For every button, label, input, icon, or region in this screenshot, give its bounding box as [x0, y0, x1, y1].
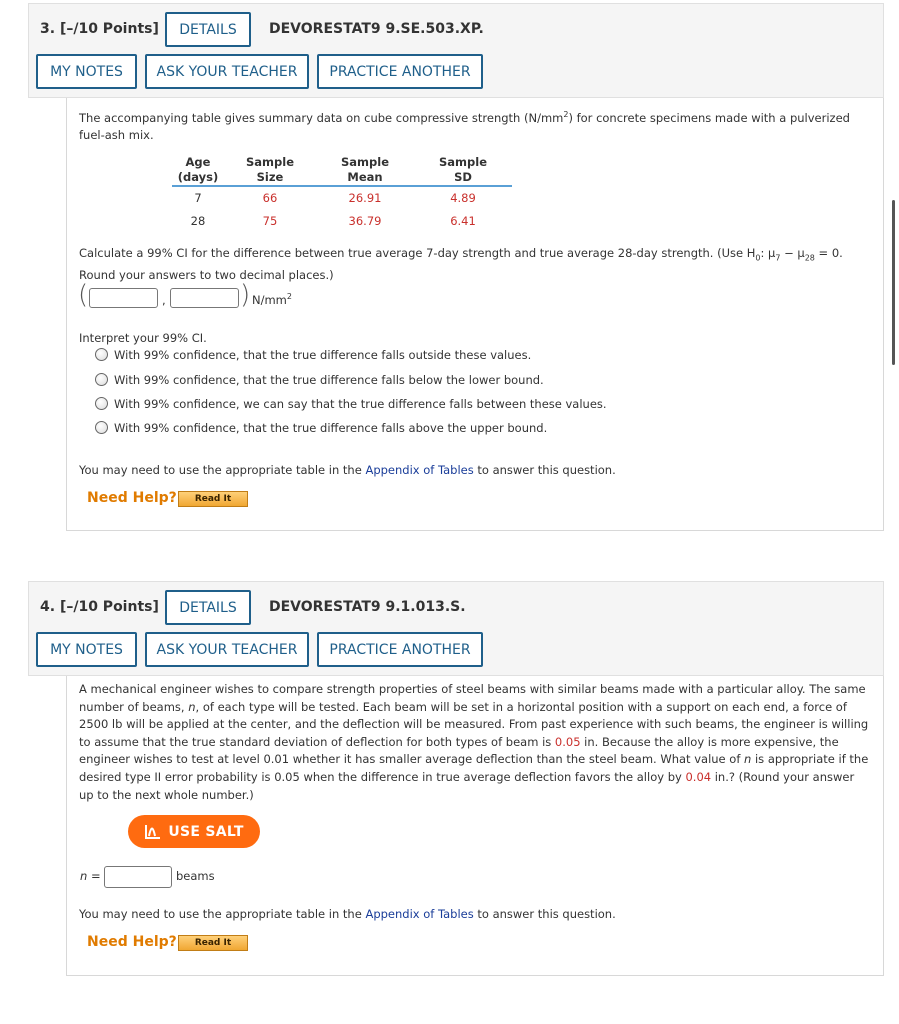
q3-intro-b: ) for concrete specimens made with a pulverized — [568, 110, 850, 125]
q4-l3: 2500 lb will be applied at the center, and the deflection will be measured. From past experience with such beams, the engineer is willing — [79, 717, 869, 732]
q3-practice-another-button[interactable]: PRACTICE ANOTHER — [317, 54, 483, 89]
q4-appendix-b: to answer this question. — [473, 907, 616, 921]
q3-calc-sub7: 7 — [775, 253, 781, 263]
q3-calc-b: : μ — [760, 246, 776, 260]
q4-question-code: DEVORESTAT9 9.1.013.S. — [269, 599, 466, 615]
q3-read-it-button[interactable]: Read It — [178, 491, 248, 507]
q3-open-paren: ( — [78, 280, 89, 310]
col-mean-1: Sample — [341, 155, 389, 169]
q4-appendix-link[interactable]: Appendix of Tables — [365, 907, 474, 921]
q3-calc-d: = 0. — [814, 246, 843, 260]
q3-calculate-instructions — [79, 245, 879, 284]
cell-age: 7 — [194, 191, 202, 205]
col-sd-1: Sample — [439, 155, 487, 169]
q3-intro-sup: 2 — [563, 110, 569, 119]
q3-close-paren: ) — [240, 280, 251, 310]
cell-age: 28 — [190, 214, 206, 228]
q3-intro-a: The accompanying table gives summary data on cube compressive strength (N/mm — [79, 110, 564, 125]
q3-intro-line2: fuel-ash mix. — [79, 128, 154, 143]
q3-interpret-label: Interpret your 99% CI. — [79, 331, 207, 345]
q3-my-notes-button[interactable]: MY NOTES — [36, 54, 137, 89]
q3-ci-upper-input[interactable] — [170, 288, 239, 308]
q3-number-text: 3. — [40, 21, 56, 37]
q3-ci-comma: , — [162, 293, 166, 307]
cell-sd: 4.89 — [450, 191, 476, 205]
q3-intro — [79, 106, 869, 145]
q3-appendix-a: You may need to use the appropriate table in the — [79, 463, 366, 477]
q4-l1: A mechanical engineer wishes to compare strength properties of steel beams with similar beams made with a particular alloy. The same — [79, 682, 866, 696]
table-row — [172, 210, 512, 233]
col-sd — [414, 155, 512, 186]
q4-read-it-button[interactable]: Read It — [178, 935, 248, 951]
q3-number — [40, 21, 159, 37]
col-size-1: Sample — [246, 155, 294, 169]
q3-calc-a: Calculate a 99% CI for the difference between true average 7-day strength and true average 28-day strength. (Use H — [79, 246, 756, 260]
q4-my-notes-button[interactable]: MY NOTES — [36, 632, 137, 667]
col-size-2: Size — [256, 170, 284, 184]
scrollbar-thumb[interactable] — [892, 200, 895, 365]
q3-option-3-label[interactable]: With 99% confidence, we can say that the true difference falls between these values. — [114, 397, 607, 411]
q4-number-text: 4. — [40, 599, 56, 615]
q4-l5n: n — [744, 752, 752, 767]
q3-appendix-link[interactable]: Appendix of Tables — [365, 463, 474, 477]
q3-question-code: DEVORESTAT9 9.SE.503.XP. — [269, 21, 484, 37]
q3-option-2-radio[interactable] — [95, 373, 108, 386]
cell-sd: 6.41 — [450, 214, 476, 228]
q4-l2a: number of beams, — [79, 699, 189, 714]
q4-l6v: 0.04 — [685, 769, 712, 784]
col-mean — [316, 155, 414, 186]
q4-details-button[interactable]: DETAILS — [165, 590, 251, 625]
q4-l2n: n — [188, 699, 196, 714]
q4-problem-text — [79, 681, 879, 804]
q3-option-4-label[interactable]: With 99% confidence, that the true difference falls above the upper bound. — [114, 421, 548, 435]
q3-appendix-note — [79, 462, 616, 480]
q3-calc-sub28: 28 — [804, 253, 815, 263]
q4-number — [40, 599, 159, 615]
q3-option-4-radio[interactable] — [95, 421, 108, 434]
q3-appendix-b: to answer this question. — [473, 463, 616, 477]
q4-l7: up to the next whole number.) — [79, 787, 254, 802]
table-row — [172, 186, 512, 210]
q3-points: [–/10 Points] — [59, 21, 159, 37]
q4-l2b: , of each type will be tested. Each beam will be set in a horizontal position with a support on each end, a force of — [195, 699, 847, 714]
q4-l5a: engineer wishes to test at level 0.01 whether it has smaller average deflection than the steel beam. What value of — [79, 752, 745, 767]
q4-appendix-a: You may need to use the appropriate table in the — [79, 907, 366, 921]
cell-mean: 36.79 — [348, 214, 382, 228]
cell-size: 66 — [262, 191, 278, 205]
q3-ci-unit — [252, 288, 292, 309]
col-size — [224, 155, 316, 186]
q3-details-button[interactable]: DETAILS — [165, 12, 251, 47]
q3-option-1-radio[interactable] — [95, 348, 108, 361]
cell-mean: 26.91 — [348, 191, 382, 205]
q4-l4b: in. Because the alloy is more expensive, the — [580, 734, 839, 749]
q3-calc-sub0: 0 — [755, 253, 761, 263]
q3-calc-line2: Round your answers to two decimal places.) — [79, 267, 334, 282]
q4-appendix-note — [79, 906, 616, 924]
q4-beams-unit: beams — [176, 869, 215, 883]
col-age — [172, 155, 224, 186]
cell-size: 75 — [262, 214, 278, 228]
q4-l6b: in.? (Round your answer — [711, 769, 855, 784]
q3-option-1-label[interactable]: With 99% confidence, that the true difference falls outside these values. — [114, 348, 532, 362]
col-age-1: Age — [185, 155, 211, 169]
q4-n-var: n — [80, 869, 88, 883]
q3-unit-text: N/mm — [252, 292, 287, 307]
col-age-2: (days) — [177, 170, 219, 184]
q4-ask-teacher-button[interactable]: ASK YOUR TEACHER — [145, 632, 309, 667]
q3-need-help: Need Help? — [87, 490, 177, 506]
q3-ci-lower-input[interactable] — [89, 288, 158, 308]
q4-l4v: 0.05 — [554, 734, 581, 749]
q4-l5b: is appropriate if the — [751, 752, 869, 767]
q3-unit-sup: 2 — [286, 292, 292, 301]
q4-l6a: desired type II error probability is 0.05 when the difference in true average deflection favors the alloy by — [79, 769, 686, 784]
col-mean-2: Mean — [347, 170, 383, 184]
q3-calc-c: − μ — [780, 246, 805, 260]
q3-summary-table — [172, 155, 512, 233]
q4-use-salt-button[interactable] — [128, 815, 260, 848]
use-salt-label: USE SALT — [168, 823, 244, 840]
q4-n-label — [80, 868, 101, 886]
q4-points: [–/10 Points] — [59, 599, 159, 615]
q4-n-input[interactable] — [104, 866, 172, 888]
q3-option-2-label[interactable]: With 99% confidence, that the true difference falls below the lower bound. — [114, 373, 544, 387]
q3-option-3-radio[interactable] — [95, 397, 108, 410]
q4-eq: = — [87, 869, 101, 883]
q4-practice-another-button[interactable]: PRACTICE ANOTHER — [317, 632, 483, 667]
col-sd-2: SD — [454, 170, 472, 184]
salt-chart-icon — [144, 824, 162, 840]
q3-ask-teacher-button[interactable]: ASK YOUR TEACHER — [145, 54, 309, 89]
q4-need-help: Need Help? — [87, 934, 177, 950]
q4-l4a: to assume that the true standard deviation of deflection for both types of beam is — [79, 734, 555, 749]
